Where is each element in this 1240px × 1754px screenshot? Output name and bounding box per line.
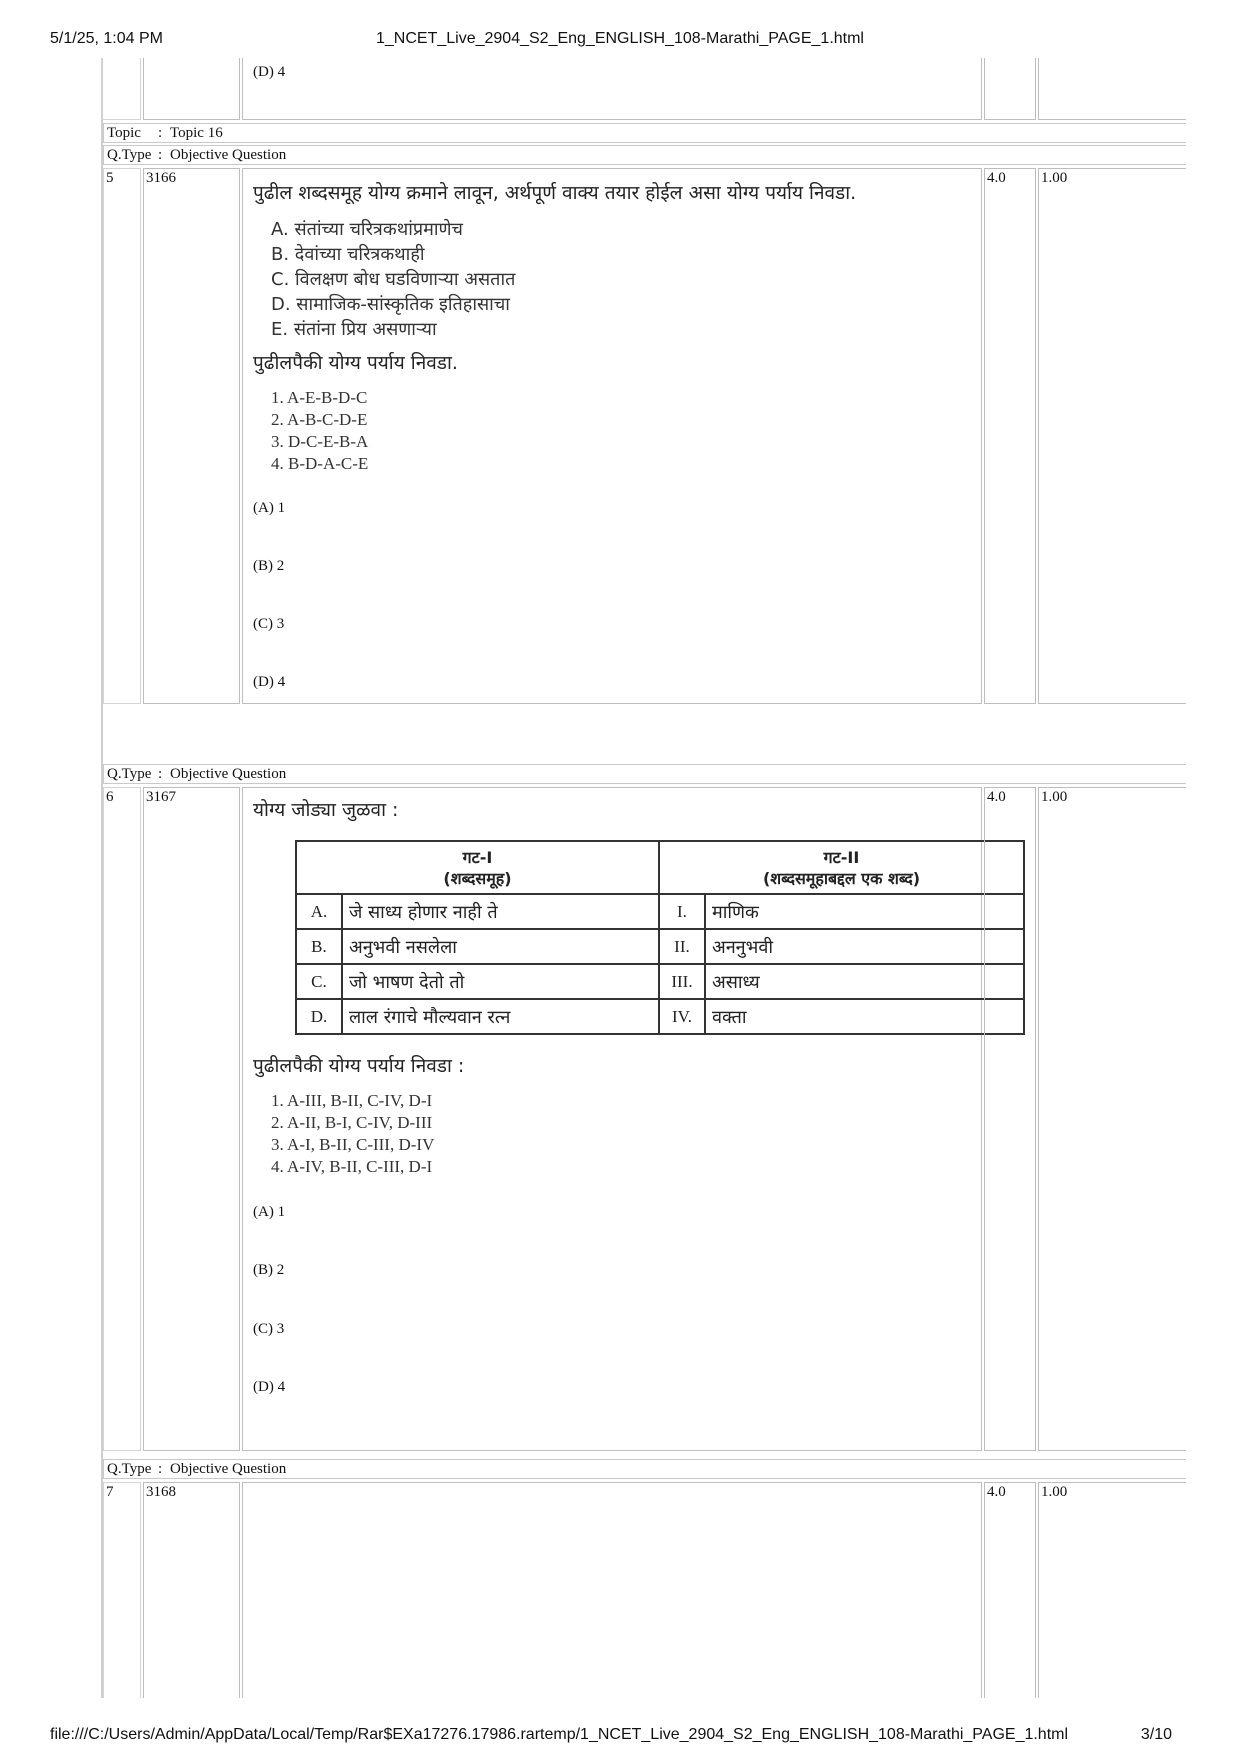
choice-d[interactable]: (D) 4 [253,1379,286,1395]
prev-marks-cell [984,58,1036,120]
numbered-item: 1. A-III, B-II, C-IV, D-I [271,1091,433,1110]
question-marks: 4.0 [987,1484,1006,1500]
qtype-sep: : [158,1461,163,1477]
marks-cell [984,168,1036,704]
row-label-left: D. [296,999,342,1034]
row-label-right: I. [659,894,705,929]
question-marks: 4.0 [987,789,1006,805]
qtype-row-7 [103,1459,1186,1479]
qtype-row-5 [103,145,1186,165]
marks-cell [984,787,1036,1451]
group-1-subtitle: (शब्दसमूह) [443,868,512,888]
choice-d[interactable]: (D) 4 [253,674,286,690]
question-negative-marks: 1.00 [1041,1484,1068,1500]
table-row [296,999,1024,1034]
row-label-right: III. [659,964,705,999]
row-text-right: माणिक [705,894,1024,929]
question-content-cell [242,1482,982,1698]
numbered-item: 4. A-IV, B-II, C-III, D-I [271,1157,433,1176]
match-table [295,840,1025,1035]
row-label-left: A. [296,894,342,929]
qtype-value: Objective Question [170,766,287,782]
prev-qid-cell [143,58,240,120]
print-title: 1_NCET_Live_2904_S2_Eng_ENGLISH_108-Marathi_PAGE_1.html [376,30,864,47]
phrase-item: D. सामाजिक-सांस्कृतिक इतिहासाचा [271,294,510,315]
qtype-sep: : [158,766,163,782]
row-label-left: B. [296,929,342,964]
table-row [296,929,1024,964]
row-text-right: वक्ता [705,999,1024,1034]
prev-content-cell [242,58,982,120]
qtype-label: Q.Type [107,766,152,782]
numbered-item: 2. A-II, B-I, C-IV, D-III [271,1113,433,1132]
question-sno: 5 [106,170,114,186]
question-sno: 6 [106,789,114,805]
prev-neg-cell [1038,58,1186,120]
row-text-left: जो भाषण देतो तो [342,964,659,999]
phrase-item: B. देवांच्या चरित्रकथाही [271,244,425,265]
table-row [296,894,1024,929]
group-2-header [659,841,1024,894]
question-negative-marks: 1.00 [1041,170,1068,186]
numbered-list [271,1090,434,1178]
phrase-item: A. संतांच्या चरित्रकथांप्रमाणेच [271,219,463,240]
numbered-item: 3. A-I, B-II, C-III, D-IV [271,1135,435,1154]
row-text-left: अनुभवी नसलेला [342,929,659,964]
qtype-value: Objective Question [170,1461,287,1477]
qtype-row-6 [103,764,1186,784]
topic-sep: : [158,125,163,141]
print-footer [50,1726,1190,1748]
print-date: 5/1/25, 1:04 PM [50,30,163,47]
prev-sno-cell [101,58,141,120]
phrase-item: E. संतांना प्रिय असणाऱ्या [271,319,437,340]
qtype-label: Q.Type [107,147,152,163]
question-sheet [101,58,1186,1698]
question-prompt: पुढील शब्दसमूह योग्य क्रमाने लावून, अर्थपूर्ण वाक्य तयार होईल असा योग्य पर्याय निवडा. [253,182,857,204]
group-2-subtitle: (शब्दसमूहाबद्दल एक शब्द) [762,868,921,888]
topic-row [103,123,1186,143]
question-content-cell [242,787,982,1451]
qtype-sep: : [158,147,163,163]
page-number: 3/10 [1140,1726,1172,1743]
choice-a[interactable]: (A) 1 [253,500,286,516]
phrase-list [271,217,515,342]
choice-c[interactable]: (C) 3 [253,616,285,632]
negative-marks-cell [1038,787,1186,1451]
prev-choice-d: (D) 4 [253,64,286,80]
choice-c[interactable]: (C) 3 [253,1321,285,1337]
row-text-right: असाध्य [705,964,1024,999]
qid-cell [143,787,240,1451]
negative-marks-cell [1038,168,1186,704]
sno-cell [103,168,141,704]
sno-cell [103,787,141,1451]
question-sno: 7 [106,1484,114,1500]
numbered-item: 1. A-E-B-D-C [271,388,368,407]
qid-cell [143,168,240,704]
row-label-right: II. [659,929,705,964]
question-id: 3167 [146,789,176,805]
row-label-left: C. [296,964,342,999]
numbered-list [271,387,368,475]
numbered-item: 4. B-D-A-C-E [271,454,369,473]
group-1-title: गट-I [462,847,493,867]
question-id: 3168 [146,1484,176,1500]
print-header [50,30,1190,54]
question-negative-marks: 1.00 [1041,789,1068,805]
question-marks: 4.0 [987,170,1006,186]
question-instruction: पुढीलपैकी योग्य पर्याय निवडा. [253,352,458,374]
match-table-header [296,841,1024,894]
phrase-item: C. विलक्षण बोध घडविणाऱ्या असतात [271,269,516,290]
topic-label: Topic [107,125,141,141]
question-instruction: पुढीलपैकी योग्य पर्याय निवडा : [253,1055,465,1077]
group-1-header [296,841,659,894]
question-id: 3166 [146,170,176,186]
negative-marks-cell [1038,1482,1186,1698]
group-2-title: गट-II [823,847,860,867]
marks-cell [984,1482,1036,1698]
row-label-right: IV. [659,999,705,1034]
qid-cell [143,1482,240,1698]
qtype-label: Q.Type [107,1461,152,1477]
sno-cell [103,1482,141,1698]
choice-a[interactable]: (A) 1 [253,1204,286,1220]
print-url: file:///C:/Users/Admin/AppData/Local/Temp/Rar$EXa17276.17986.rartemp/1_NCET_Live_2904_S2_Eng_ENGLISH_108-Marathi_PAGE_1.html [50,1726,1069,1743]
choice-b[interactable]: (B) 2 [253,1262,285,1278]
question-content-cell [242,168,982,704]
qtype-value: Objective Question [170,147,287,163]
numbered-item: 3. D-C-E-B-A [271,432,369,451]
row-text-left: जे साध्य होणार नाही ते [342,894,659,929]
numbered-item: 2. A-B-C-D-E [271,410,368,429]
row-text-right: अननुभवी [705,929,1024,964]
row-text-left: लाल रंगाचे मौल्यवान रत्न [342,999,659,1034]
topic-value: Topic 16 [170,125,223,141]
question-prompt: योग्य जोड्या जुळवा : [253,799,399,821]
table-row [296,964,1024,999]
choice-b[interactable]: (B) 2 [253,558,285,574]
